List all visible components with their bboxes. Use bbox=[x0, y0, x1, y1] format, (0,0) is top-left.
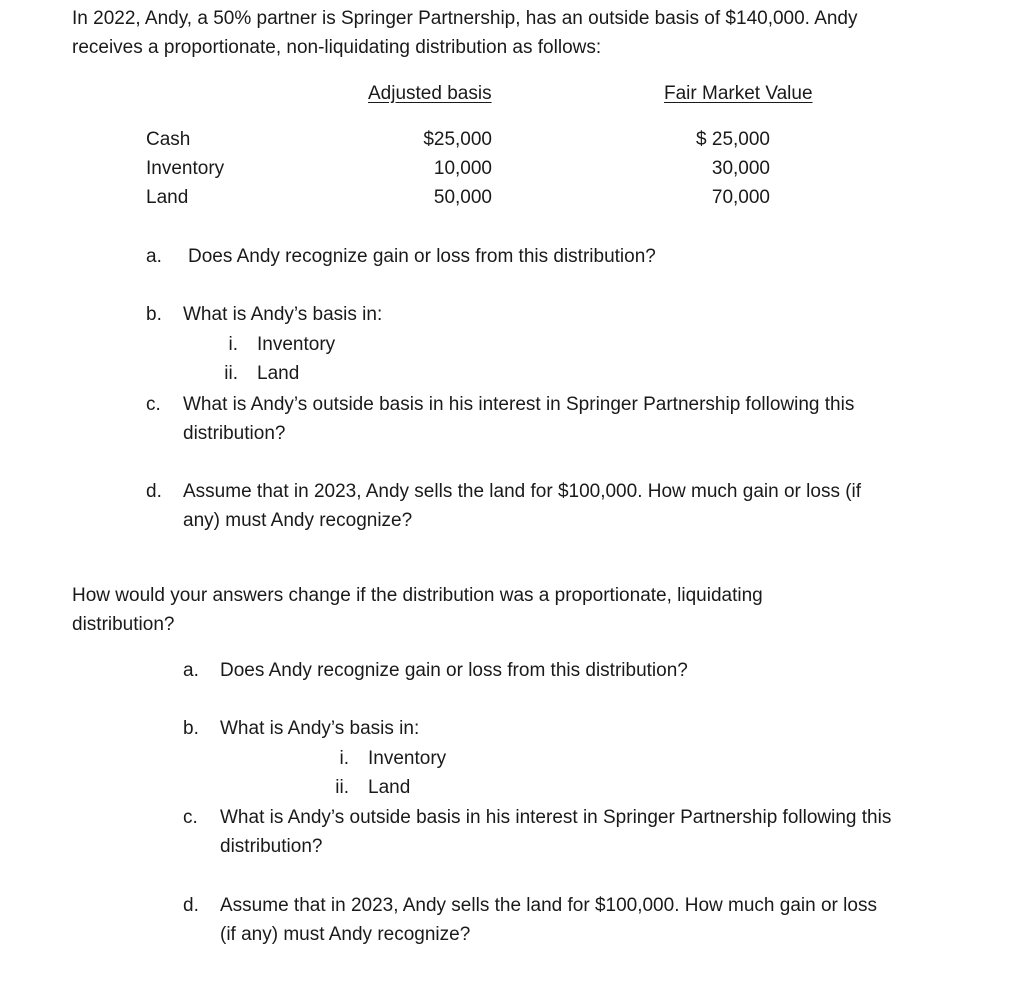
question-marker: b. bbox=[183, 718, 199, 739]
question-marker: a. bbox=[146, 246, 162, 267]
transition-line-1: How would your answers change if the distribution was a proportionate, liquidating bbox=[72, 585, 763, 606]
sub-item-inventory: Inventory bbox=[257, 334, 336, 355]
table-row-basis: 50,000 bbox=[433, 187, 492, 208]
question-a-text: Does Andy recognize gain or loss from this distribution? bbox=[220, 660, 688, 681]
question-marker: c. bbox=[183, 807, 198, 828]
column-header-adjusted-basis: Adjusted basis bbox=[368, 83, 492, 104]
question-marker: d. bbox=[183, 895, 199, 916]
table-row-basis: 10,000 bbox=[433, 158, 492, 179]
sub-item-marker: i. bbox=[228, 334, 238, 355]
question-c-text-line-1: What is Andy’s outside basis in his interest in Springer Partnership following this bbox=[183, 394, 855, 415]
question-c-text-line-2: distribution? bbox=[220, 836, 323, 857]
table-row-basis: $25,000 bbox=[423, 129, 492, 150]
sub-item-land: Land bbox=[368, 777, 411, 798]
sub-item-marker: ii. bbox=[335, 777, 349, 798]
sub-item-land: Land bbox=[257, 363, 300, 384]
question-marker: a. bbox=[183, 660, 199, 681]
transition-line-2: distribution? bbox=[72, 614, 175, 635]
table-row-fmv: 30,000 bbox=[711, 158, 770, 179]
table-row-asset: Inventory bbox=[146, 158, 225, 179]
question-c-text-line-1: What is Andy’s outside basis in his interest in Springer Partnership following this bbox=[220, 807, 892, 828]
table-row-asset: Cash bbox=[146, 129, 191, 150]
question-d-text-line-2: any) must Andy recognize? bbox=[183, 510, 413, 531]
question-b-text: What is Andy’s basis in: bbox=[183, 304, 383, 325]
question-marker: b. bbox=[146, 304, 162, 325]
intro-line-2: receives a proportionate, non-liquidating distribution as follows: bbox=[72, 37, 602, 58]
table-row-fmv: 70,000 bbox=[711, 187, 770, 208]
question-a-text: Does Andy recognize gain or loss from this distribution? bbox=[188, 246, 656, 267]
sub-item-marker: ii. bbox=[224, 363, 238, 384]
sub-item-inventory: Inventory bbox=[368, 748, 447, 769]
table-row-fmv: $ 25,000 bbox=[696, 129, 770, 150]
question-marker: d. bbox=[146, 481, 162, 502]
question-b-text: What is Andy’s basis in: bbox=[220, 718, 420, 739]
question-d-text-line-1: Assume that in 2023, Andy sells the land for $100,000. How much gain or loss (if bbox=[183, 481, 862, 502]
column-header-fair-market-value: Fair Market Value bbox=[664, 83, 813, 104]
sub-item-marker: i. bbox=[339, 748, 349, 769]
question-marker: c. bbox=[146, 394, 161, 415]
intro-line-1: In 2022, Andy, a 50% partner is Springer Partnership, has an outside basis of $140,000. Andy bbox=[72, 8, 858, 29]
table-row-asset: Land bbox=[146, 187, 189, 208]
question-c-text-line-2: distribution? bbox=[183, 423, 286, 444]
question-d-text-line-1: Assume that in 2023, Andy sells the land for $100,000. How much gain or loss bbox=[220, 895, 877, 916]
question-d-text-line-2: (if any) must Andy recognize? bbox=[220, 924, 471, 945]
